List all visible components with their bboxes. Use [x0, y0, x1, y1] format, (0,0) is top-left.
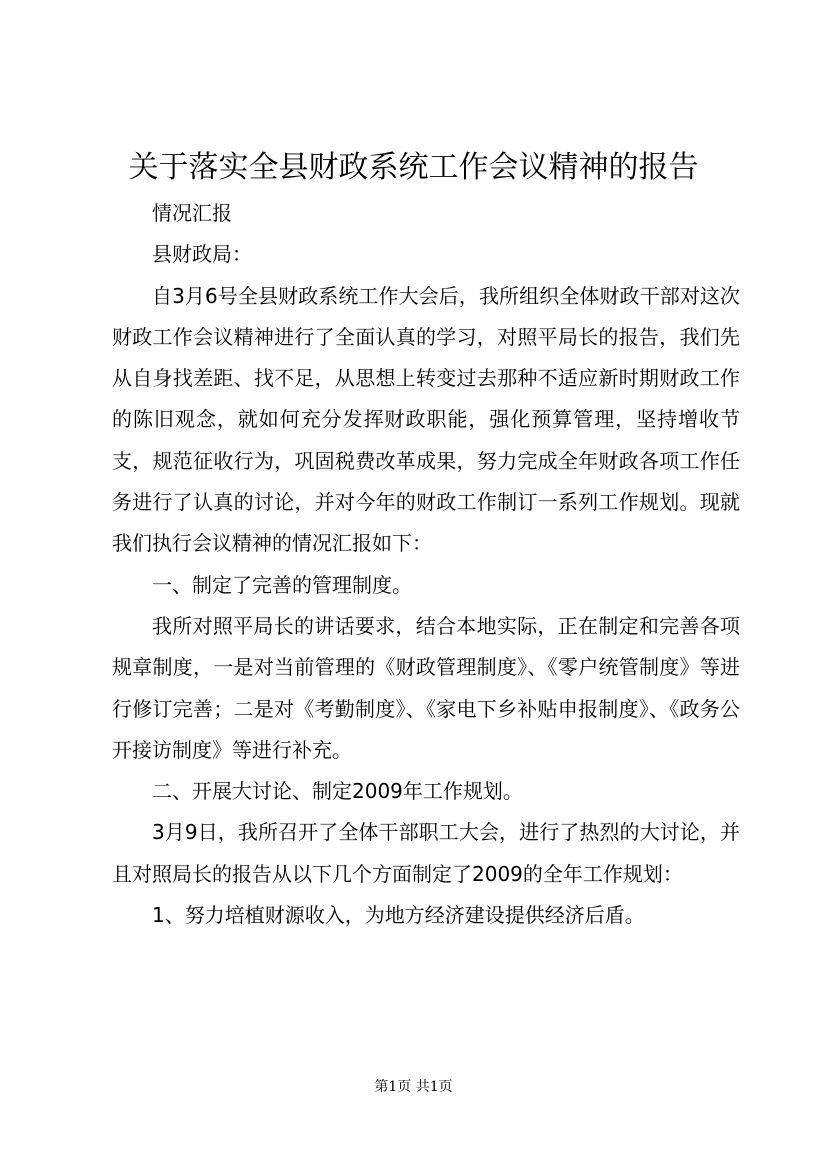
- page-number-footer: 第1页 共1页: [374, 1079, 453, 1095]
- paragraph-report-type: 情况汇报: [152, 201, 232, 225]
- section-heading-1: 一、制定了完善的管理制度。: [152, 572, 412, 597]
- list-item-1: 1、努力培植财源收入，为地方经济建设提供经济后盾。: [152, 903, 645, 928]
- document-body: [112, 193, 740, 936]
- paragraph-intro: 自3月6号全县财政系统工作大会后，我所组织全体财政干部对这次财政工作会议精神进行了全面认真的学习，对照平局长的报告，我们先从自身找差距、找不足，从思想上转变过去那种不适应新时期财政工作的陈旧观念，就如何充分发挥财政职能，强化预算管理，坚持增收节支，规范征收行为，巩固税费改革成果，努力完成全年财政各项工作任务进行了认真的讨论，并对今年的财政工作制订一系列工作规划。现就我们执行会议精神的情况汇报如下：: [112, 283, 740, 556]
- paragraph-addressee: 县财政局：: [152, 242, 252, 267]
- paragraph-section-1: 我所对照平局长的讲话要求，结合本地实际，正在制定和完善各项规章制度，一是对当前管理的《财政管理制度》、《零户统管制度》等进行修订完善；二是对《考勤制度》、《家电下乡补贴申报制度》、《政务公开接访制度》等进行补充。: [112, 613, 740, 762]
- document-title: 关于落实全县财政系统工作会议精神的报告: [128, 150, 699, 185]
- paragraph-section-2: 3月9日，我所召开了全体干部职工大会，进行了热烈的大讨论，并且对照局长的报告从以下几个方面制定了2009的全年工作规划：: [112, 820, 740, 886]
- section-heading-2: 二、开展大讨论、制定2009年工作规划。: [152, 779, 523, 804]
